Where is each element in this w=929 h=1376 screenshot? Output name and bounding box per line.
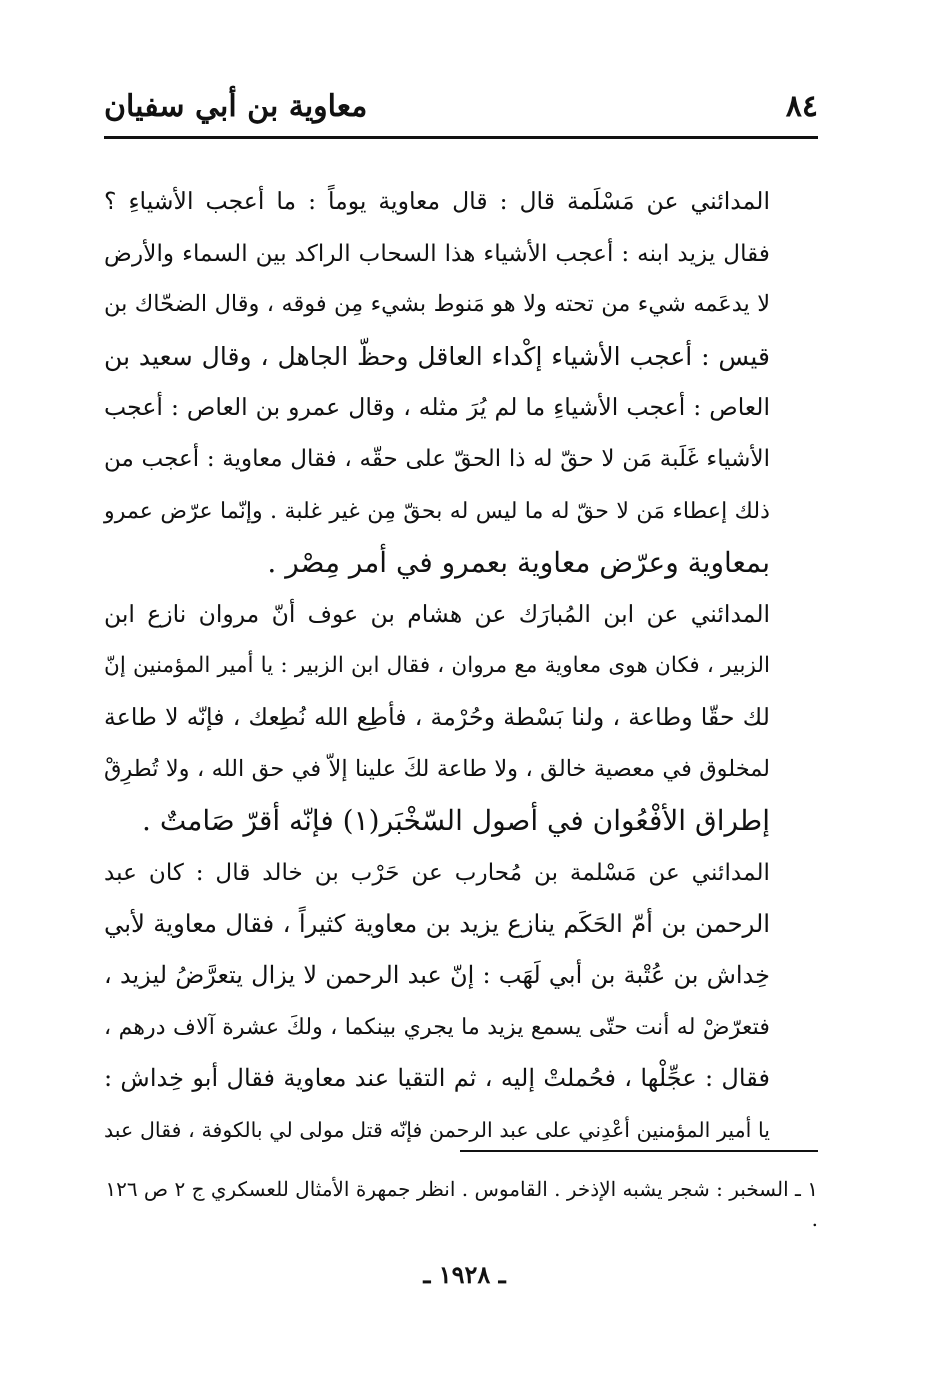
text-line: إطراق الأفْعُوان في أصول السّخْبَر(١) فإنّه أقرّ صَامتٌ .	[142, 804, 770, 838]
paragraph-2	[104, 589, 818, 847]
text-line: ذلك إعطاء مَن لا حقّ له ما ليس له بحقّ مِن غير غلبة . وإنّما عرّض عمرو	[104, 497, 770, 524]
running-header	[104, 82, 818, 130]
folio-number: ـ ١٩٢٨ ـ	[423, 1260, 506, 1289]
text-line: المدائني عن مَسْلمة بن مُحارب عن حَرْب بن خالد قال : كان عبد	[104, 858, 770, 886]
footnote-rule	[460, 1150, 818, 1152]
header-rule	[104, 136, 818, 139]
body-text	[104, 176, 818, 1156]
paragraph-1	[104, 176, 818, 589]
text-line: العاص : أعجب الأشياءِ ما لم يُرَ مثله ، وقال عمرو بن العاص : أعجب	[104, 393, 770, 422]
text-line: لك حقّا وطاعة ، ولنا بَسْطة وحُرْمة ، فأطِع الله نُطِعك ، فإنّه لا طاعة	[104, 702, 770, 731]
footnote: ١ ـ السخبر : شجر يشبه الإذخر . القاموس . انظر جمهرة الأمثال للعسكري ج ٢ ص ١٢٦ .	[105, 1177, 818, 1231]
text-line: لمخلوق في معصية خالق ، ولا طاعة لكَ علينا إلاّ في حق الله ، ولا تُطرِقْ	[104, 755, 770, 782]
text-line: الأشياء غَلَبة مَن لا حقّ له ذا الحقّ على حقّه ، فقال معاوية : أعجب من	[104, 445, 770, 472]
text-line: فقال : عجِّلْها ، فحُملتْ إليه ، ثم التقيا عند معاوية فقال أبو خِداش :	[104, 1064, 770, 1093]
text-line: بمعاوية وعرّض معاوية بعمرو في أمر مِصْر .	[267, 546, 770, 580]
text-line: يا أمير المؤمنين أعْدِني على عبد الرحمن فإنّه قتل مولى لي بالكوفة ، فقال عبد	[104, 1117, 770, 1142]
text-line: فقال يزيد ابنه : أعجب الأشياء هذا السحاب الراكد بين السماء والأرض	[104, 239, 770, 267]
text-line: الرحمن بن أمّ الحَكَم ينازع يزيد بن معاوية كثيراً ، فقال معاوية لأبي	[104, 909, 770, 939]
text-line: لا يدعَمه شيء من تحته ولا هو مَنوط بشيء مِن فوقه ، وقال الضحّاك بن	[104, 291, 770, 318]
text-line: المدائني عن مَسْلَمة قال : قال معاوية يوماً : ما أعجب الأشياءِ ؟	[104, 187, 770, 215]
text-line: قيس : أعجب الأشياء إكْداء العاقل وحظّ الجاهل ، وقال سعيد بن	[104, 341, 770, 371]
running-title: معاوية بن أبي سفيان	[104, 88, 368, 124]
text-line: الزبير ، فكان هوى معاوية مع مروان ، فقال ابن الزبير : يا أمير المؤمنين إنّ	[104, 653, 770, 679]
text-line: فتعرّضْ له أنت حتّى يسمع يزيد ما يجري بينكما ، ولكَ عشرة آلاف درهم ،	[104, 1013, 770, 1040]
text-line: خِداش بن عُتْبة بن أبي لَهَب : إنّ عبد الرحمن لا يزال يتعرَّضُ ليزيد ،	[104, 960, 770, 989]
paragraph-3	[104, 847, 818, 1157]
page-number: ٨٤	[785, 88, 818, 124]
text-line: المدائني عن ابن المُبارَك عن هشام بن عوف أنّ مروان نازع ابن	[104, 599, 770, 628]
